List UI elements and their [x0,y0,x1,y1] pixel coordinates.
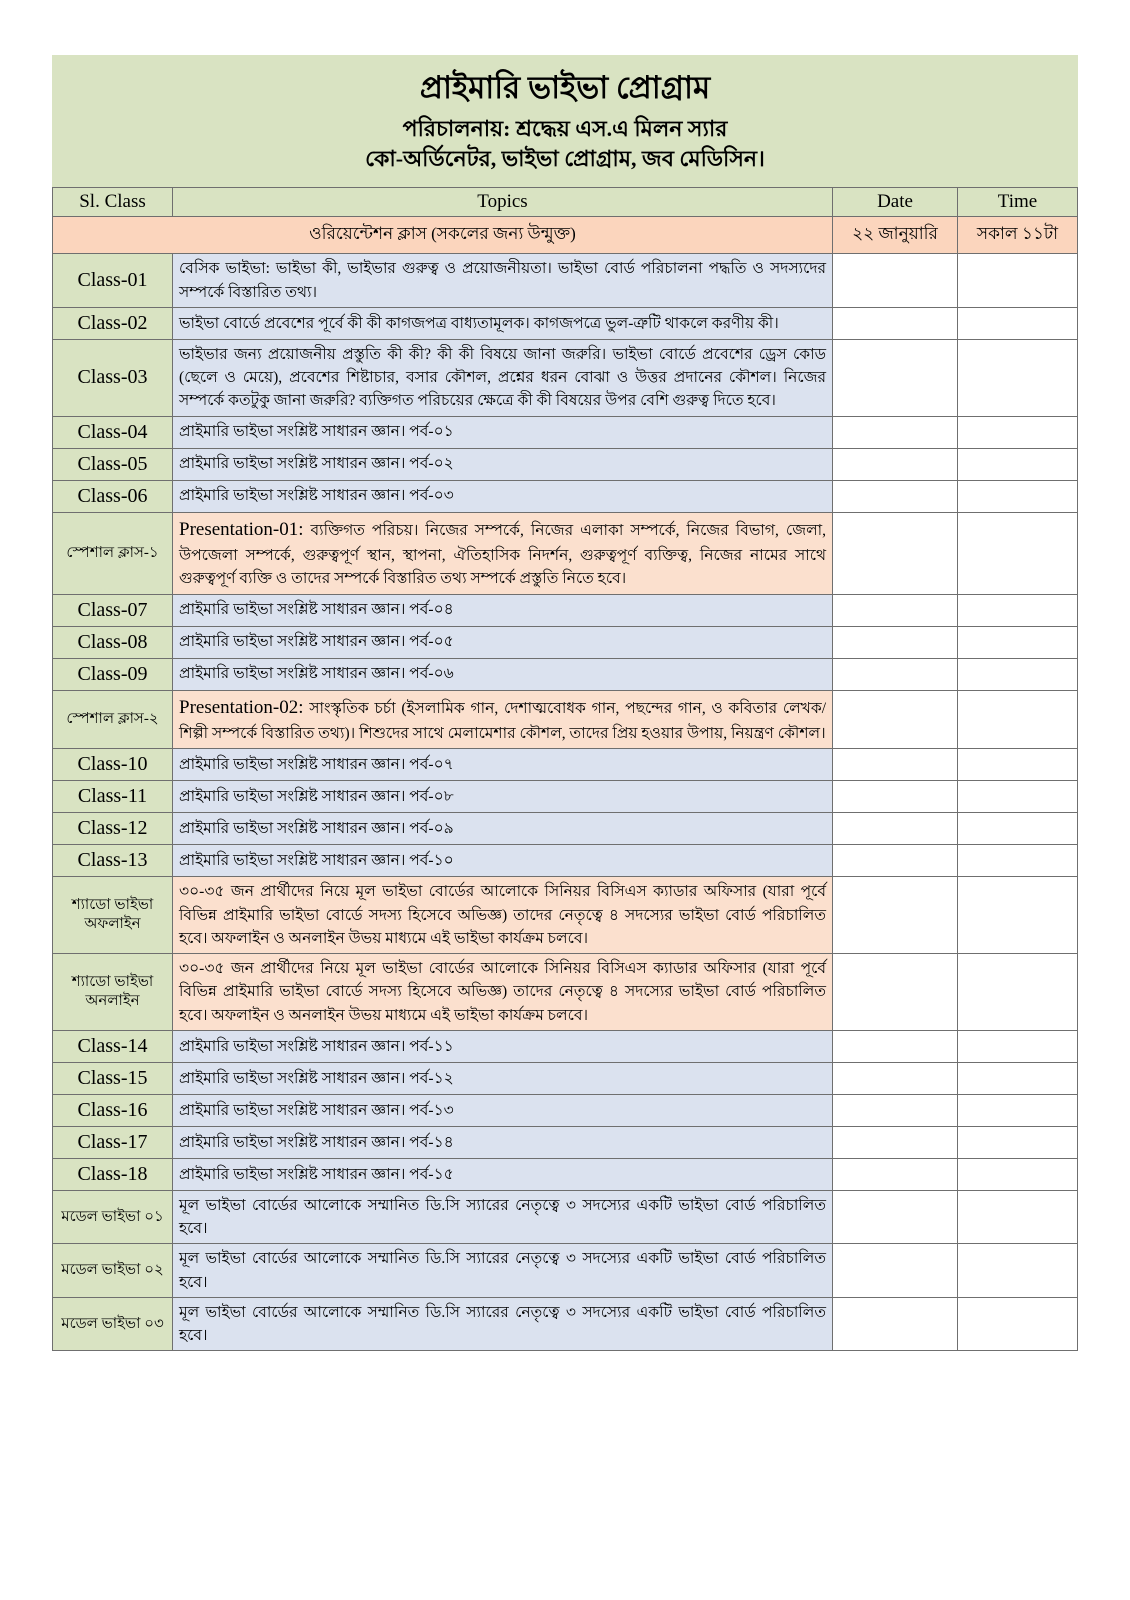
row-topic-text: সাংস্কৃতিক চর্চা (ইসলামিক গান, দেশাত্মবোধক গান, পছন্দের গান, ও কবিতার লেখক/শিল্পী সম্পর্কে বিস্তারিত তথ্য)। শিশুদের সাথে মেলামেশার কৌশল, তাদের প্রিয় হওয়ার উপায়, নিয়ন্ত্রণ কৌশল। [179,699,826,743]
row-class-label: Class-03 [53,339,173,416]
row-date[interactable] [833,626,958,658]
row-date[interactable] [833,877,958,954]
row-topic: প্রাইমারি ভাইভা সংশ্লিষ্ট সাধারন জ্ঞান। পর্ব-০২ [173,448,833,480]
table-row [53,749,1078,781]
row-topic: প্রাইমারি ভাইভা সংশ্লিষ্ট সাধারন জ্ঞান। পর্ব-০৬ [173,658,833,690]
row-class-label: Class-09 [53,658,173,690]
row-date[interactable] [833,1126,958,1158]
row-topic: প্রাইমারি ভাইভা সংশ্লিষ্ট সাধারন জ্ঞান। পর্ব-০৫ [173,626,833,658]
row-date[interactable] [833,307,958,339]
row-date[interactable] [833,416,958,448]
coordinator-line: কো-অর্ডিনেটর, ভাইভা প্রোগ্রাম, জব মেডিসিন। [365,146,765,172]
table-row [53,626,1078,658]
document-header [52,55,1078,187]
row-topic: প্রাইমারি ভাইভা সংশ্লিষ্ট সাধারন জ্ঞান। পর্ব-০৮ [173,781,833,813]
row-class-label: মডেল ভাইভা ০২ [53,1244,173,1298]
row-class-label: স্পেশাল ক্লাস-১ [53,512,173,594]
row-time[interactable] [958,813,1078,845]
table-row [53,813,1078,845]
table-row [53,307,1078,339]
row-class-label: Class-18 [53,1158,173,1190]
row-time[interactable] [958,448,1078,480]
row-time[interactable] [958,1030,1078,1062]
row-topic: প্রাইমারি ভাইভা সংশ্লিষ্ট সাধারন জ্ঞান। পর্ব-০৪ [173,594,833,626]
row-topic: প্রাইমারি ভাইভা সংশ্লিষ্ট সাধারন জ্ঞান। পর্ব-১৩ [173,1094,833,1126]
row-class-label: Class-17 [53,1126,173,1158]
column-header-topics: Topics [173,188,833,217]
row-date[interactable] [833,845,958,877]
row-date[interactable] [833,749,958,781]
row-class-label: Class-04 [53,416,173,448]
row-topic: প্রাইমারি ভাইভা সংশ্লিষ্ট সাধারন জ্ঞান। পর্ব-১১ [173,1030,833,1062]
table-row [53,448,1078,480]
table-row [53,658,1078,690]
table-row [53,1126,1078,1158]
orientation-row [53,217,1078,254]
row-time[interactable] [958,1244,1078,1298]
column-header-class: Sl. Class [53,188,173,217]
row-time[interactable] [958,307,1078,339]
column-header-time: Time [958,188,1078,217]
row-time[interactable] [958,594,1078,626]
row-topic: ভাইভা বোর্ডে প্রবেশের পূর্বে কী কী কাগজপত্র বাধ্যতামূলক। কাগজপত্রে ভুল-ত্রুটি থাকলে করণীয় কী। [173,307,833,339]
table-body [53,217,1078,1351]
row-class-label: Class-02 [53,307,173,339]
row-class-label: Class-16 [53,1094,173,1126]
row-class-label: Class-13 [53,845,173,877]
row-topic [173,690,833,749]
column-header-date: Date [833,188,958,217]
table-row [53,254,1078,308]
row-topic: প্রাইমারি ভাইভা সংশ্লিষ্ট সাধারন জ্ঞান। পর্ব-০১ [173,416,833,448]
row-date[interactable] [833,1030,958,1062]
row-time[interactable] [958,416,1078,448]
row-topic: মূল ভাইভা বোর্ডের আলোকে সম্মানিত ডি.সি স্যারের নেতৃত্বে ৩ সদস্যের একটি ভাইভা বোর্ড পরিচালিত হবে। [173,1244,833,1298]
row-time[interactable] [958,845,1078,877]
schedule-table [52,187,1078,1351]
row-class-label: স্পেশাল ক্লাস-২ [53,690,173,749]
table-row [53,1297,1078,1351]
row-topic: প্রাইমারি ভাইভা সংশ্লিষ্ট সাধারন জ্ঞান। পর্ব-০৩ [173,480,833,512]
row-time[interactable] [958,1062,1078,1094]
row-topic: মূল ভাইভা বোর্ডের আলোকে সম্মানিত ডি.সি স্যারের নেতৃত্বে ৩ সদস্যের একটি ভাইভা বোর্ড পরিচালিত হবে। [173,1190,833,1244]
table-row [53,1062,1078,1094]
row-time[interactable] [958,658,1078,690]
row-date[interactable] [833,813,958,845]
page-title: প্রাইমারি ভাইভা প্রোগ্রাম [419,70,711,105]
row-date[interactable] [833,1062,958,1094]
row-time[interactable] [958,877,1078,954]
row-date[interactable] [833,339,958,416]
row-date[interactable] [833,1158,958,1190]
row-time[interactable] [958,339,1078,416]
row-topic-text: ব্যক্তিগত পরিচয়। নিজের সম্পর্কে, নিজের এলাকা সম্পর্কে, নিজের বিভাগ, জেলা, উপজেলা সম্পর্কে, গুরুত্বপূর্ণ স্থান, স্থাপনা, ঐতিহাসিক নিদর্শন, গুরুত্বপূর্ণ ব্যক্তিত্ব, নিজের নামের সাথে গুরুত্বপূর্ণ ব্যক্তি ও তাদের সম্পর্কে বিস্তারিত তথ্য সম্পর্কে প্রস্তুতি নিতে হবে। [179,521,826,588]
row-time[interactable] [958,1158,1078,1190]
row-topic-lead: Presentation-01: [179,518,304,540]
table-row [53,1030,1078,1062]
table-row [53,690,1078,749]
row-date[interactable] [833,1244,958,1298]
orientation-time: সকাল ১১টা [958,217,1078,254]
row-class-label: Class-07 [53,594,173,626]
table-row [53,1190,1078,1244]
row-date[interactable] [833,781,958,813]
row-date[interactable] [833,954,958,1031]
row-date[interactable] [833,690,958,749]
table-row [53,594,1078,626]
row-topic: ভাইভার জন্য প্রয়োজনীয় প্রস্তুতি কী কী? কী কী বিষয়ে জানা জরুরি। ভাইভা বোর্ডে প্রবেশের ড্রেস কোড (ছেলে ও মেয়ে), প্রবেশের শিষ্টাচার, বসার কৌশল, প্রশ্নের ধরন বোঝা ও উত্তর প্রদানের কৌশল। নিজের সম্পর্কে কতটুকু জানা জরুরি? ব্যক্তিগত পরিচয়ের ক্ষেত্রে কী কী বিষয়ের উপর বেশি গুরুত্ব দিতে হবে। [173,339,833,416]
row-time[interactable] [958,512,1078,594]
row-date[interactable] [833,1190,958,1244]
orientation-label: ওরিয়েন্টেশন ক্লাস (সকলের জন্য উন্মুক্ত) [53,217,833,254]
row-class-label: শ্যাডো ভাইভা অফলাইন [53,877,173,954]
row-topic: মূল ভাইভা বোর্ডের আলোকে সম্মানিত ডি.সি স্যারের নেতৃত্বে ৩ সদস্যের একটি ভাইভা বোর্ড পরিচালিত হবে। [173,1297,833,1351]
table-header-row [53,188,1078,217]
row-topic: প্রাইমারি ভাইভা সংশ্লিষ্ট সাধারন জ্ঞান। পর্ব-১৪ [173,1126,833,1158]
row-topic: প্রাইমারি ভাইভা সংশ্লিষ্ট সাধারন জ্ঞান। পর্ব-০৭ [173,749,833,781]
row-time[interactable] [958,254,1078,308]
table-row [53,877,1078,954]
table-row [53,1158,1078,1190]
row-time[interactable] [958,1126,1078,1158]
row-date[interactable] [833,1297,958,1351]
row-time[interactable] [958,1190,1078,1244]
row-topic: ৩০-৩৫ জন প্রার্থীদের নিয়ে মূল ভাইভা বোর্ডের আলোকে সিনিয়র বিসিএস ক্যাডার অফিসার (যারা পূর্বে বিভিন্ন প্রাইমারি ভাইভা বোর্ডে সদস্য হিসেবে অভিজ্ঞ) তাদের নেতৃত্বে ৪ সদস্যের ভাইভা বোর্ড পরিচালিত হবে। অফলাইন ও অনলাইন উভয় মাধ্যমে এই ভাইভা কার্যক্রম চলবে। [173,877,833,954]
row-topic: বেসিক ভাইভা: ভাইভা কী, ভাইভার গুরুত্ব ও প্রয়োজনীয়তা। ভাইভা বোর্ড পরিচালনা পদ্ধতি ও সদস্যদের সম্পর্কে বিস্তারিত তথ্য। [173,254,833,308]
row-class-label: মডেল ভাইভা ০৩ [53,1297,173,1351]
row-time[interactable] [958,1094,1078,1126]
row-time[interactable] [958,781,1078,813]
row-date[interactable] [833,594,958,626]
row-topic-lead: Presentation-02: [179,696,304,718]
table-row [53,416,1078,448]
row-date[interactable] [833,512,958,594]
table-row [53,1094,1078,1126]
conductor-line: পরিচালনায়: শ্রদ্ধেয় এস.এ মিলন স্যার [402,115,728,141]
table-row [53,845,1078,877]
table-row [53,339,1078,416]
row-class-label: মডেল ভাইভা ০১ [53,1190,173,1244]
row-class-label: Class-12 [53,813,173,845]
row-class-label: শ্যাডো ভাইভা অনলাইন [53,954,173,1031]
row-class-label: Class-10 [53,749,173,781]
table-row [53,781,1078,813]
row-topic: প্রাইমারি ভাইভা সংশ্লিষ্ট সাধারন জ্ঞান। পর্ব-০৯ [173,813,833,845]
row-date[interactable] [833,658,958,690]
row-class-label: Class-06 [53,480,173,512]
row-date[interactable] [833,448,958,480]
table-row [53,954,1078,1031]
row-class-label: Class-05 [53,448,173,480]
table-row [53,1244,1078,1298]
row-topic: প্রাইমারি ভাইভা সংশ্লিষ্ট সাধারন জ্ঞান। পর্ব-১০ [173,845,833,877]
row-topic [173,512,833,594]
row-time[interactable] [958,626,1078,658]
row-time[interactable] [958,480,1078,512]
row-date[interactable] [833,254,958,308]
row-time[interactable] [958,749,1078,781]
row-topic: ৩০-৩৫ জন প্রার্থীদের নিয়ে মূল ভাইভা বোর্ডের আলোকে সিনিয়র বিসিএস ক্যাডার অফিসার (যারা পূর্বে বিভিন্ন প্রাইমারি ভাইভা বোর্ডে সদস্য হিসেবে অভিজ্ঞ) তাদের নেতৃত্বে ৪ সদস্যের ভাইভা বোর্ড পরিচালিত হবে। অফলাইন ও অনলাইন উভয় মাধ্যমে এই ভাইভা কার্যক্রম চলবে। [173,954,833,1031]
row-topic: প্রাইমারি ভাইভা সংশ্লিষ্ট সাধারন জ্ঞান। পর্ব-১২ [173,1062,833,1094]
row-time[interactable] [958,954,1078,1031]
row-class-label: Class-01 [53,254,173,308]
row-class-label: Class-15 [53,1062,173,1094]
row-class-label: Class-08 [53,626,173,658]
row-class-label: Class-14 [53,1030,173,1062]
table-row [53,480,1078,512]
row-date[interactable] [833,480,958,512]
row-date[interactable] [833,1094,958,1126]
row-topic: প্রাইমারি ভাইভা সংশ্লিষ্ট সাধারন জ্ঞান। পর্ব-১৫ [173,1158,833,1190]
table-row [53,512,1078,594]
row-time[interactable] [958,1297,1078,1351]
orientation-date: ২২ জানুয়ারি [833,217,958,254]
row-time[interactable] [958,690,1078,749]
row-class-label: Class-11 [53,781,173,813]
